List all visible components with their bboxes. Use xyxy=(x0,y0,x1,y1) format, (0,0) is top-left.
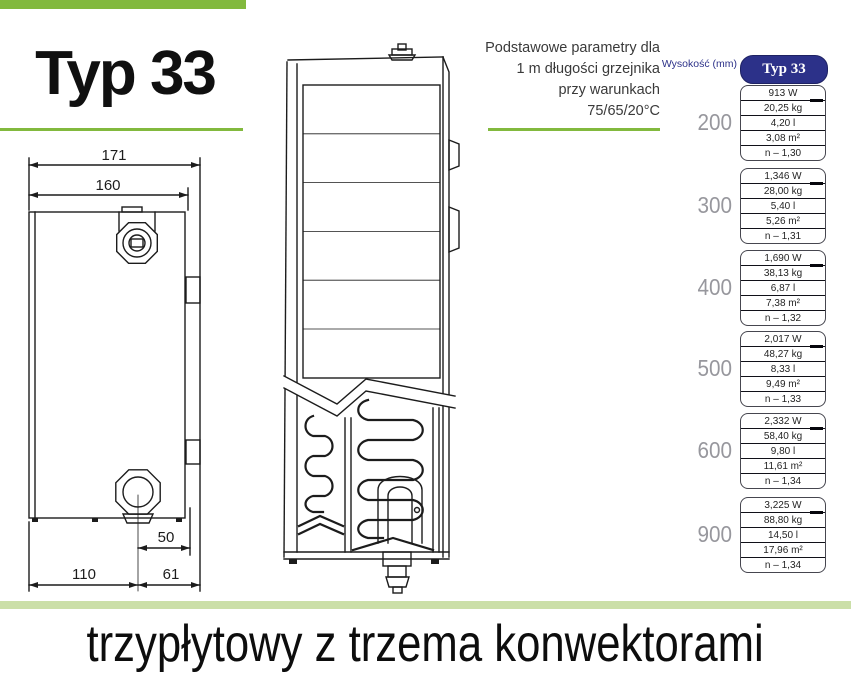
param-exponent: n – 1,34 xyxy=(741,557,825,572)
param-group-500 xyxy=(740,331,826,407)
param-volume: 14,50 l xyxy=(741,527,825,542)
param-weight: 48,27 kg xyxy=(741,346,825,361)
param-volume: 6,87 l xyxy=(741,280,825,295)
param-weight: 20,25 kg xyxy=(741,100,825,115)
side-view-drawing xyxy=(8,143,213,605)
radiator-body-side xyxy=(29,207,185,522)
accent-rule-left xyxy=(0,128,243,131)
drain-valve-arch xyxy=(378,477,422,544)
param-weight: 38,13 kg xyxy=(741,265,825,280)
param-weight: 88,80 kg xyxy=(741,512,825,527)
separator-accent xyxy=(810,182,823,185)
separator-accent xyxy=(810,427,823,430)
dimension-160 xyxy=(29,177,188,210)
table-height-header: Wysokość (mm) xyxy=(661,58,737,70)
param-power: 1,346 W xyxy=(764,170,802,182)
drain-fitting xyxy=(383,552,411,593)
front-grille xyxy=(303,85,440,378)
param-volume: 9,80 l xyxy=(741,443,825,458)
param-area: 5,26 m² xyxy=(741,213,825,228)
param-group-400 xyxy=(740,250,826,326)
accent-band-bottom xyxy=(0,601,851,609)
param-volume: 4,20 l xyxy=(741,115,825,130)
cutaway-zigzag xyxy=(284,376,455,416)
param-exponent: n – 1,33 xyxy=(741,391,825,406)
height-label: 500 xyxy=(697,355,732,381)
param-volume: 8,33 l xyxy=(741,361,825,376)
param-power: 2,017 W xyxy=(764,333,802,345)
note-line: 1 m długości grzejnika xyxy=(516,61,660,77)
svg-text:110: 110 xyxy=(72,566,96,583)
svg-text:50: 50 xyxy=(157,529,175,546)
svg-text:171: 171 xyxy=(101,147,127,164)
height-label: 600 xyxy=(697,437,732,463)
accent-bar-top xyxy=(0,0,246,9)
param-area: 17,96 m² xyxy=(741,542,825,557)
param-area: 3,08 m² xyxy=(741,130,825,145)
height-label: 900 xyxy=(697,521,732,547)
param-group-300 xyxy=(740,168,826,244)
bottom-edge xyxy=(284,552,449,564)
height-label: 300 xyxy=(697,192,732,218)
height-label: 200 xyxy=(697,109,732,135)
table-type-header: Typ 33 xyxy=(740,55,828,84)
param-group-900 xyxy=(740,497,826,573)
convector-fins xyxy=(299,400,439,552)
caption-text: trzypłytowy z trzema konwektorami xyxy=(86,615,765,673)
wall-bracket xyxy=(186,277,200,464)
separator-accent xyxy=(810,99,823,102)
accent-rule-right xyxy=(488,128,660,131)
separator-accent xyxy=(810,345,823,348)
param-power: 1,690 W xyxy=(764,252,802,264)
param-exponent: n – 1,31 xyxy=(741,228,825,243)
param-exponent: n – 1,32 xyxy=(741,310,825,325)
param-volume: 5,40 l xyxy=(741,198,825,213)
svg-text:61: 61 xyxy=(162,566,180,583)
param-power: 913 W xyxy=(768,87,798,99)
thermostatic-valve xyxy=(117,212,158,263)
note-line: Podstawowe parametry dla xyxy=(485,40,660,56)
param-power: 3,225 W xyxy=(764,499,802,511)
param-power: 2,332 W xyxy=(764,415,802,427)
page-caption xyxy=(0,614,851,674)
parameters-note xyxy=(440,38,660,122)
param-area: 11,61 m² xyxy=(741,458,825,473)
separator-accent xyxy=(810,264,823,267)
note-line: 75/65/20°C xyxy=(587,103,660,119)
param-exponent: n – 1,34 xyxy=(741,473,825,488)
param-area: 7,38 m² xyxy=(741,295,825,310)
svg-text:160: 160 xyxy=(95,177,121,194)
param-weight: 28,00 kg xyxy=(741,183,825,198)
dimension-110-61 xyxy=(29,522,200,591)
height-label: 400 xyxy=(697,274,732,300)
param-group-600 xyxy=(740,413,826,489)
front-view-drawing xyxy=(273,38,469,602)
separator-accent xyxy=(810,511,823,514)
dimension-171 xyxy=(29,147,200,591)
page-title: Typ 33 xyxy=(35,39,215,108)
param-weight: 58,40 kg xyxy=(741,428,825,443)
param-exponent: n – 1,30 xyxy=(741,145,825,160)
note-line: przy warunkach xyxy=(558,82,660,98)
param-area: 9,49 m² xyxy=(741,376,825,391)
param-group-200 xyxy=(740,85,826,161)
